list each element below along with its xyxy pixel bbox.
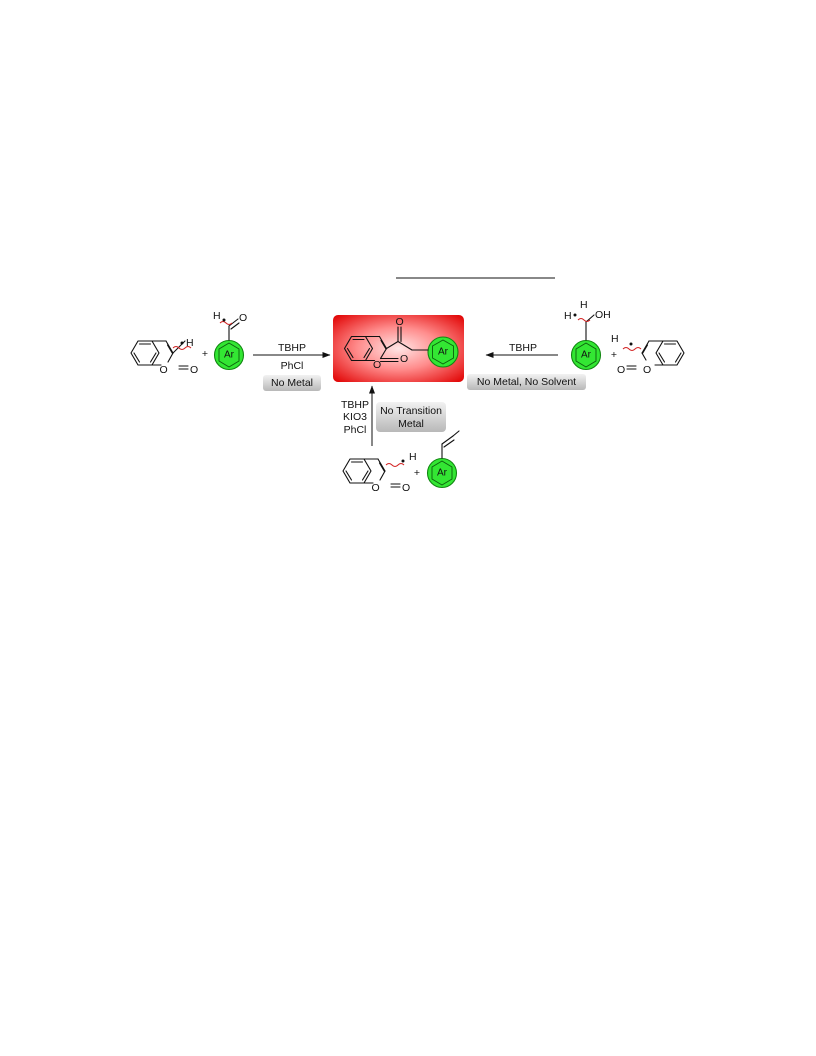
left-arrow-block: [253, 342, 330, 391]
left-aldehyde-ar-label: Ar: [224, 349, 234, 361]
bottom-coumarin: [343, 451, 417, 494]
right-coumarin-ring-o: O: [643, 364, 652, 376]
right-reagent-tbhp: TBHP: [508, 342, 538, 354]
left-aldehyde: [213, 310, 247, 370]
right-coumarin-h: H: [611, 333, 619, 345]
left-aldehyde-o: O: [239, 312, 248, 324]
right-coumarin-cleavage-mark: [623, 348, 641, 351]
left-coumarin-ring-o: O: [159, 364, 168, 376]
right-alcohol-aryl-ring: [572, 341, 601, 370]
bottom-coumarin-ring-o: O: [371, 482, 380, 494]
bottom-coumarin-cleavage-mark: [386, 464, 404, 467]
right-coumarin-carbonyl-o: O: [617, 364, 626, 376]
left-plus: +: [201, 348, 209, 360]
left-coumarin: [131, 337, 198, 376]
right-arrow-block: [467, 342, 586, 390]
right-plus: +: [610, 349, 618, 361]
product-3-aroylcoumarin: [333, 315, 464, 382]
right-alcohol-ar-label: Ar: [581, 349, 591, 361]
product-ar-label: Ar: [438, 346, 448, 358]
bottom-styrene-aryl-ring: [428, 459, 457, 488]
bottom-arrow-block: [341, 386, 446, 446]
left-reagent-tbhp: TBHP: [277, 342, 307, 354]
left-aldehyde-aryl-ring: [215, 341, 244, 370]
bottom-styrene: [428, 431, 460, 488]
right-alcohol-oh: OH: [595, 309, 611, 321]
left-coumarin-carbonyl-o: O: [190, 364, 199, 376]
bottom-reagent-kio3: KIO3: [343, 411, 367, 423]
left-condition-label: No Metal: [270, 377, 314, 389]
left-coumarin-h: H: [186, 337, 194, 349]
right-benzyl-alcohol: [564, 299, 611, 370]
right-alcohol-h-top: H: [580, 299, 588, 311]
product-carbonyl-oxygen: O: [400, 353, 409, 365]
bottom-coumarin-carbonyl-o: O: [402, 482, 411, 494]
left-reagent-phcl: PhCl: [280, 360, 304, 372]
bottom-plus: +: [413, 467, 421, 479]
product-aryl-ring: [428, 337, 458, 367]
bottom-styrene-ar-label: Ar: [437, 467, 447, 479]
right-condition-label: No Metal, No Solvent: [476, 376, 577, 388]
right-alcohol-h-left: H: [564, 310, 572, 322]
bottom-reagent-phcl: PhCl: [343, 424, 367, 436]
right-coumarin: [611, 333, 684, 376]
left-aldehyde-h: H: [213, 310, 221, 322]
bottom-reagent-tbhp: TBHP: [340, 399, 370, 411]
bottom-condition-line-1: No Transition: [380, 405, 442, 417]
bottom-coumarin-h: H: [409, 451, 417, 463]
left-aldehyde-cleavage-mark: [220, 322, 232, 325]
product-ring-oxygen: O: [373, 359, 382, 371]
bottom-condition-line-2: Metal: [398, 418, 424, 430]
product-ketone-oxygen: O: [395, 316, 404, 328]
